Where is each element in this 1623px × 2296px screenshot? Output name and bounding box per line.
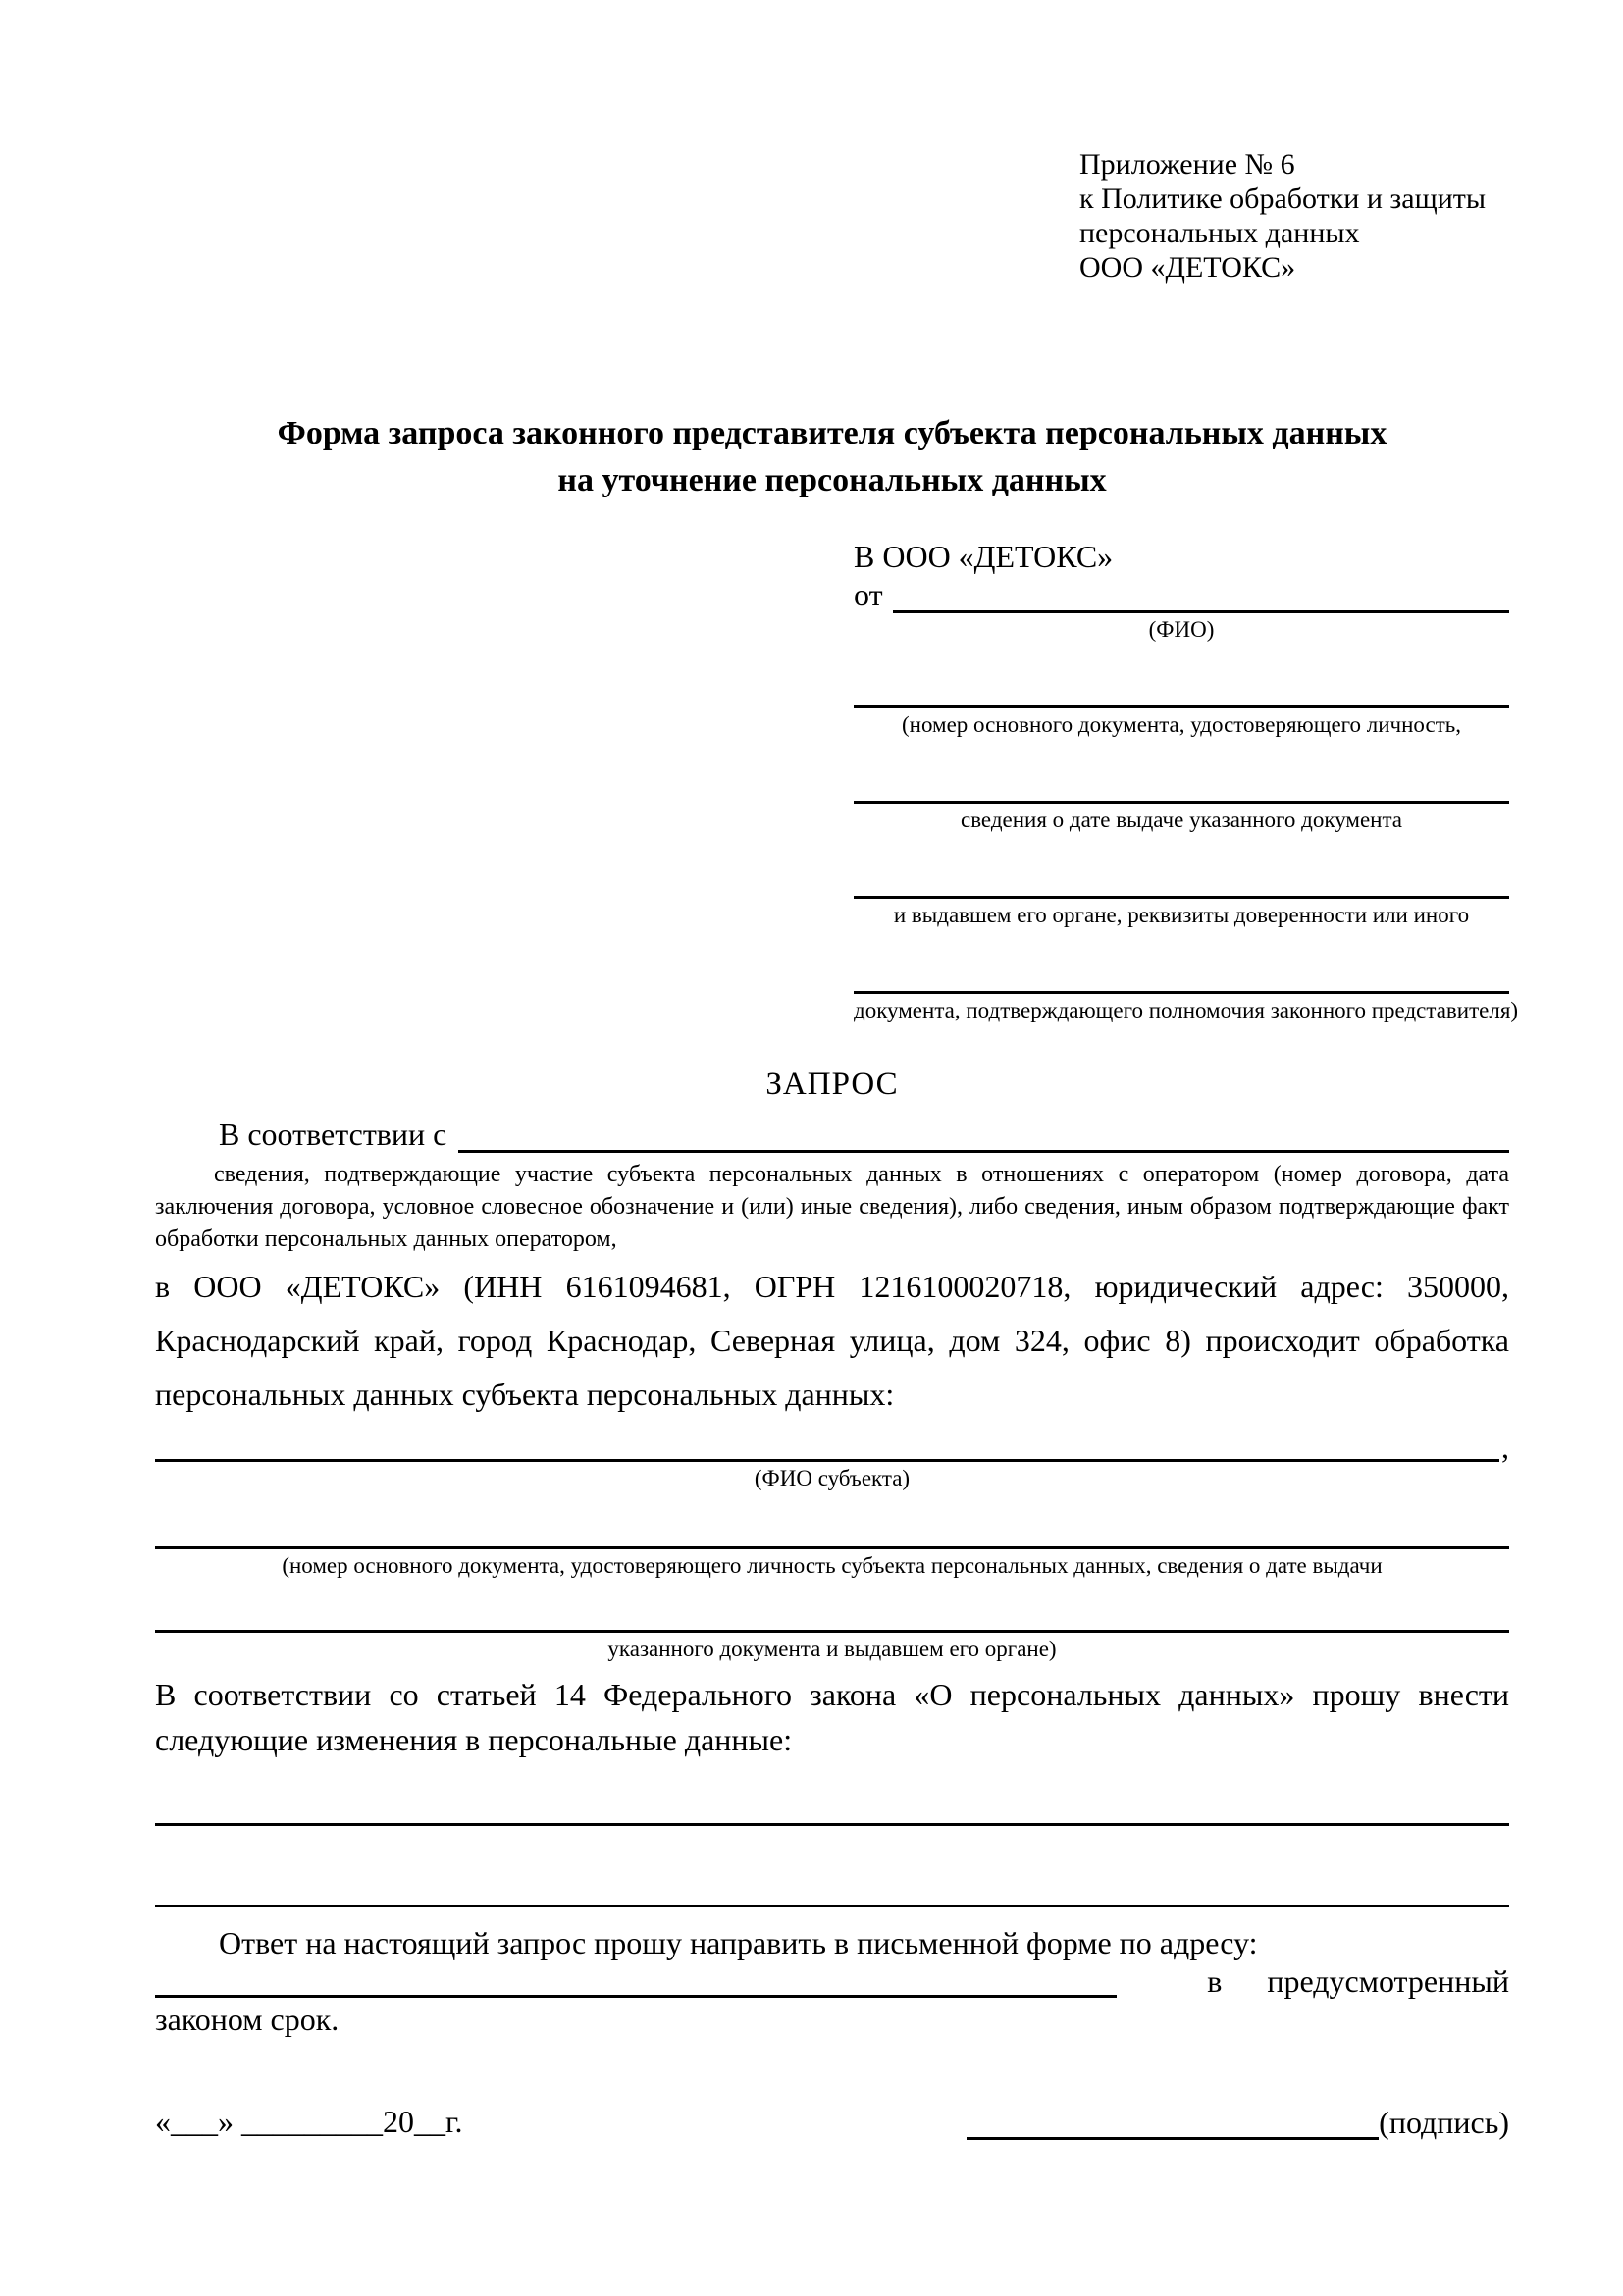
answer-paragraph-line3: законом срок. [155, 2002, 340, 2037]
subject-doc-blank-field-1 [155, 1519, 1509, 1549]
doc-number-blank-field [854, 678, 1509, 708]
form-title-line1: Форма запроса законного представителя субъекта персональных данных [277, 415, 1387, 451]
fio-blank-field [893, 577, 1509, 613]
date-blank-field: «___» _________20__г. [155, 2104, 463, 2139]
appendix-header-line: персональных данных [1079, 217, 1360, 249]
answer-paragraph-line1: Ответ на настоящий запрос прошу направить в письменной форме по адресу: [219, 1925, 1258, 1960]
doc-number-caption: (номер основного документа, удостоверяющего личность, [901, 712, 1461, 737]
addressee-block [854, 536, 1519, 1023]
doc-number-group [854, 678, 1509, 738]
changes-blank-field-1 [155, 1796, 1509, 1826]
doc-authority-blank-field [854, 964, 1509, 994]
answer-paragraph-line2-right: в предусмотренный [1207, 1963, 1509, 1999]
appendix-header-line: к Политике обработки и защиты [1079, 183, 1487, 215]
accordance-row [155, 1117, 1509, 1153]
fine-print: сведения, подтверждающие участие субъекта персональных данных в отношениях с оператором (номер договора, дата заключения договора, условное словесное обозначение и (или) иные сведения), либо сведения, иным образом подтверждающие факт обработки персональных данных оператором, [155, 1162, 1509, 1252]
signature-caption: (подпись) [1379, 2105, 1509, 2140]
accordance-label: В соответствии с [219, 1117, 447, 1152]
answer-address-row [155, 1964, 1509, 1998]
doc-issuer-caption: и выдавшем его органе, реквизиты доверенности или иного [893, 903, 1470, 927]
fio-caption: (ФИО) [1148, 617, 1215, 642]
doc-issuer-blank-field [854, 868, 1509, 899]
trailing-comma: , [1501, 1430, 1509, 1465]
appendix-header-line: Приложение № 6 [1079, 148, 1295, 181]
subject-doc-caption-1: (номер основного документа, удостоверяющего личность субъекта персональных данных, сведения о дате выдачи [282, 1553, 1383, 1578]
operator-paragraph: в ООО «ДЕТОКС» (ИНН 6161094681, ОГРН 1216100020718, юридический адрес: 350000, Краснодарский край, город Краснодар, Северная улица, дом 324, офис 8) происходит обработка персональных данных субъекта персональных данных: [155, 1269, 1509, 1412]
signature-blank-field [967, 2106, 1379, 2140]
subject-doc-blank-field-2 [155, 1602, 1509, 1633]
footer-row [155, 2104, 1509, 2140]
accordance-blank-field [458, 1117, 1509, 1153]
signature-group [967, 2105, 1509, 2140]
addressee-to: В ООО «ДЕТОКС» [854, 539, 1114, 574]
doc-issuer-group [854, 868, 1509, 928]
doc-authority-group [854, 964, 1519, 1023]
changes-blank-field-2 [155, 1877, 1509, 1907]
doc-date-group [854, 773, 1509, 833]
article-paragraph: В соответствии со статьей 14 Федерального закона «О персональных данных» прошу внести следующие изменения в персональные данные: [155, 1677, 1509, 1757]
appendix-header [1079, 147, 1509, 285]
answer-address-blank-field [155, 1965, 1117, 1998]
subject-fio-blank-field [155, 1430, 1499, 1462]
from-row [854, 577, 1509, 613]
subject-fio-caption: (ФИО субъекта) [754, 1466, 911, 1490]
request-heading: ЗАПРОС [765, 1067, 899, 1102]
form-title-line2: на уточнение персональных данных [557, 462, 1107, 498]
from-label: от [854, 577, 883, 612]
doc-authority-caption: документа, подтверждающего полномочия законного представителя) [854, 998, 1519, 1022]
subject-fio-row [155, 1430, 1509, 1465]
appendix-header-line: ООО «ДЕТОКС» [1079, 251, 1296, 284]
form-title [155, 410, 1509, 504]
doc-date-caption: сведения о дате выдаче указанного документа [960, 808, 1403, 832]
doc-date-blank-field [854, 773, 1509, 804]
subject-doc-caption-2: указанного документа и выдавшем его органе) [607, 1637, 1057, 1661]
